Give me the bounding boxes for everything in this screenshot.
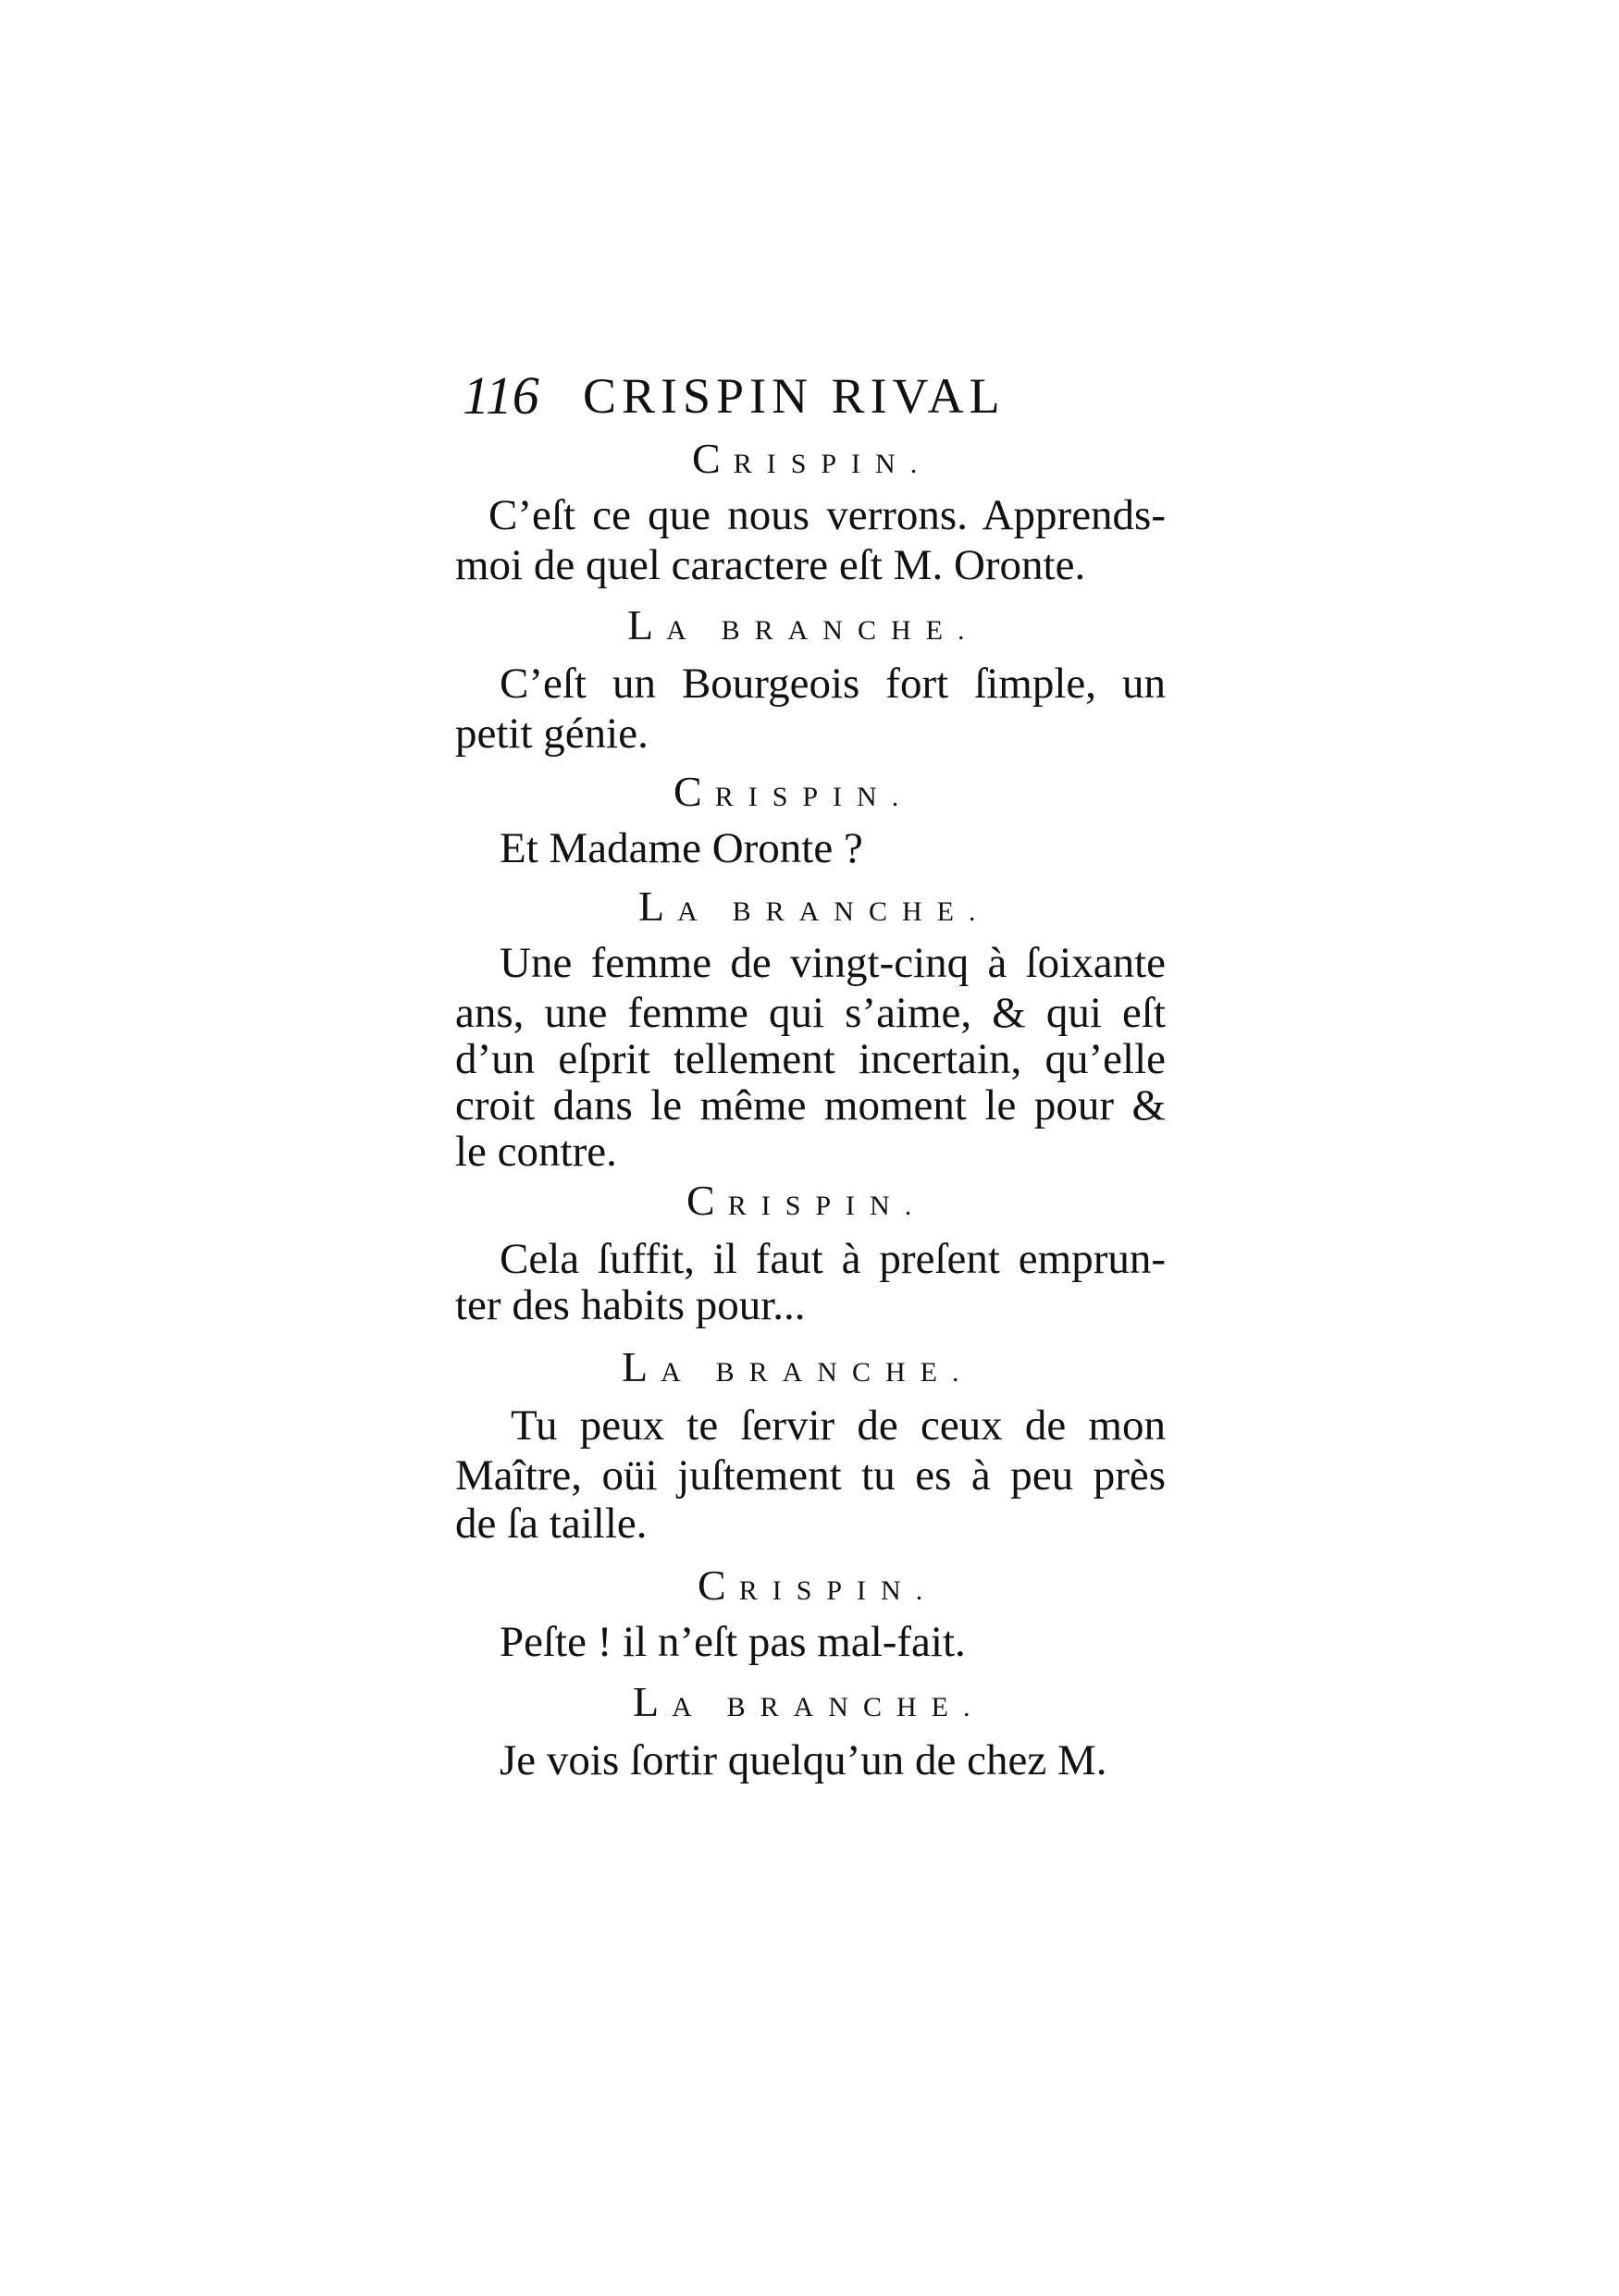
speaker-rest: A BRANCHE.: [677, 896, 991, 927]
speaker-initial: L: [622, 1343, 661, 1390]
dialogue-line: petit génie.: [455, 710, 649, 758]
speaker-name: [674, 766, 913, 823]
dialogue-line: Une femme de vingt-cinq à ſoixante: [500, 939, 1166, 987]
dialogue-line: Maître, oüi juſtement tu es à peu près: [455, 1451, 1166, 1500]
speaker-initial: C: [692, 435, 734, 482]
running-title: CRISPIN RIVAL: [583, 368, 1006, 424]
speaker-rest: RISPIN.: [727, 1191, 927, 1221]
dialogue-line: le contre.: [455, 1128, 617, 1176]
speaker-rest: RISPIN.: [714, 782, 914, 812]
speaker-initial: L: [638, 883, 678, 930]
speaker-rest: A BRANCHE.: [661, 1357, 974, 1388]
dialogue-line: ans, une femme qui s’aime, & qui eſt: [455, 989, 1166, 1037]
speaker-name: [627, 599, 979, 657]
page-header: [453, 359, 1184, 433]
speaker-rest: A BRANCHE.: [672, 1692, 985, 1722]
speaker-name: [638, 881, 990, 938]
dialogue-line: moi de quel caractere eſt M. Oronte.: [455, 541, 1086, 589]
speaker-initial: C: [698, 1562, 739, 1609]
speaker-name: [633, 1676, 984, 1734]
speaker-initial: C: [674, 768, 715, 815]
dialogue-line: croit dans le même moment le pour &: [455, 1081, 1166, 1129]
speaker-initial: L: [633, 1678, 673, 1725]
dialogue-line: Cela ſuffit, il faut à preſent emprun-: [500, 1235, 1166, 1283]
speaker-rest: RISPIN.: [738, 1575, 938, 1606]
dialogue-line: C’eſt un Bourgeois fort ſimple, un: [500, 660, 1166, 708]
dialogue-line: Et Madame Oronte ?: [500, 824, 863, 872]
speaker-initial: L: [627, 601, 667, 648]
speaker-name: [622, 1341, 973, 1399]
speaker-rest: RISPIN.: [733, 449, 933, 479]
speaker-name: [686, 1175, 926, 1232]
speaker-rest: A BRANCHE.: [666, 615, 980, 646]
dialogue-line: ter des habits pour...: [455, 1281, 806, 1329]
dialogue-line: Je vois ſortir quelqu’un de chez M.: [500, 1736, 1107, 1784]
speaker-initial: C: [686, 1177, 728, 1224]
dialogue-line: d’un eſprit tellement incertain, qu’elle: [455, 1035, 1166, 1083]
page-number: 116: [463, 365, 539, 426]
speaker-name: [692, 433, 932, 490]
dialogue-line: de ſa taille.: [455, 1500, 648, 1548]
speaker-name: [698, 1560, 937, 1617]
dialogue-line: Tu peux te ſervir de ceux de mon: [511, 1401, 1166, 1450]
dialogue-line: C’eſt ce que nous verrons. Apprends-: [488, 491, 1166, 539]
dialogue-line: Peſte ! il n’eſt pas mal-fait.: [500, 1618, 966, 1666]
